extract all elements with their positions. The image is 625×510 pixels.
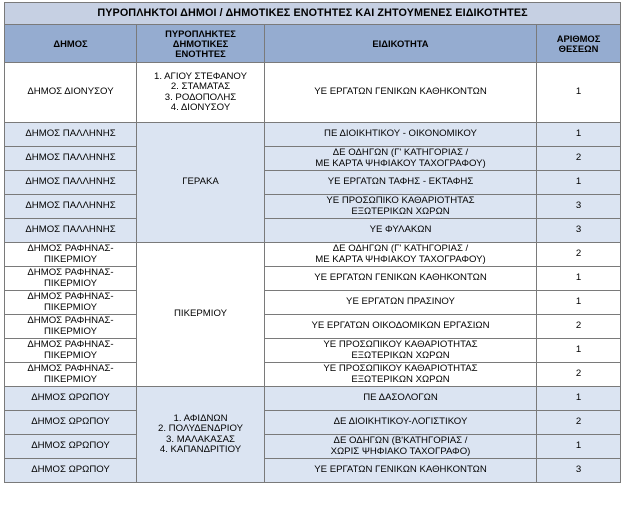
cell-theseis: 2 bbox=[537, 315, 621, 339]
header-theseis: ΑΡΙΘΜΟΣ ΘΕΣΕΩΝ bbox=[537, 25, 621, 63]
positions-table-container bbox=[4, 2, 620, 483]
table-row bbox=[5, 339, 621, 363]
cell-dimos: ΔΗΜΟΣ ΠΑΛΛΗΝΗΣ bbox=[5, 219, 137, 243]
table-row bbox=[5, 219, 621, 243]
cell-theseis: 3 bbox=[537, 459, 621, 483]
cell-theseis: 1 bbox=[537, 291, 621, 315]
cell-eidikotita: ΔΕ ΟΔΗΓΩΝ (Β'ΚΑΤΗΓΟΡΙΑΣ / ΧΩΡΙΣ ΨΗΦΙΑΚΟ ΤΑΧΟΓΡΑΦΟ) bbox=[265, 435, 537, 459]
cell-eidikotita: ΥΕ ΕΡΓΑΤΩΝ ΓΕΝΙΚΩΝ ΚΑΘΗΚΟΝΤΩΝ bbox=[265, 63, 537, 123]
cell-eidikotita: ΥΕ ΦΥΛΑΚΩΝ bbox=[265, 219, 537, 243]
cell-eidikotita: ΔΕ ΟΔΗΓΩΝ (Γ' ΚΑΤΗΓΟΡΙΑΣ / ΜΕ ΚΑΡΤΑ ΨΗΦΙΑΚΟΥ ΤΑΧΟΓΡΑΦΟΥ) bbox=[265, 243, 537, 267]
table-row bbox=[5, 411, 621, 435]
cell-eidikotita: ΥΕ ΕΡΓΑΤΩΝ ΤΑΦΗΣ - ΕΚΤΑΦΗΣ bbox=[265, 171, 537, 195]
cell-dimos: ΔΗΜΟΣ ΡΑΦΗΝΑΣ- ΠΙΚΕΡΜΙΟΥ bbox=[5, 267, 137, 291]
cell-eidikotita: ΥΕ ΠΡΟΣΩΠΙΚΟΥ ΚΑΘΑΡΙΟΤΗΤΑΣ ΕΞΩΤΕΡΙΚΩΝ ΧΩΡΩΝ bbox=[265, 363, 537, 387]
cell-dimos: ΔΗΜΟΣ ΡΑΦΗΝΑΣ- ΠΙΚΕΡΜΙΟΥ bbox=[5, 243, 137, 267]
cell-theseis: 1 bbox=[537, 267, 621, 291]
table-row bbox=[5, 363, 621, 387]
cell-theseis: 2 bbox=[537, 363, 621, 387]
table-row bbox=[5, 63, 621, 123]
table-body bbox=[5, 63, 621, 483]
cell-eidikotita: ΠΕ ΔΙΟΙΚΗΤΙΚΟΥ - ΟΙΚΟΝΟΜΙΚΟΥ bbox=[265, 123, 537, 147]
positions-table bbox=[4, 2, 621, 483]
cell-enotites: ΓΕΡΑΚΑ bbox=[137, 123, 265, 243]
cell-enotites: 1. ΑΦΙΔΝΩΝ 2. ΠΟΛΥΔΕΝΔΡΙΟΥ 3. ΜΑΛΑΚΑΣΑΣ 4. ΚΑΠΑΝΔΡΙΤΙΟΥ bbox=[137, 387, 265, 483]
cell-eidikotita: ΥΕ ΠΡΟΣΩΠΙΚΟΥ ΚΑΘΑΡΙΟΤΗΤΑΣ ΕΞΩΤΕΡΙΚΩΝ ΧΩΡΩΝ bbox=[265, 339, 537, 363]
cell-theseis: 1 bbox=[537, 339, 621, 363]
table-row bbox=[5, 459, 621, 483]
table-row bbox=[5, 123, 621, 147]
cell-dimos: ΔΗΜΟΣ ΩΡΩΠΟΥ bbox=[5, 411, 137, 435]
cell-eidikotita: ΠΕ ΔΑΣΟΛΟΓΩΝ bbox=[265, 387, 537, 411]
cell-theseis: 1 bbox=[537, 435, 621, 459]
cell-dimos: ΔΗΜΟΣ ΡΑΦΗΝΑΣ- ΠΙΚΕΡΜΙΟΥ bbox=[5, 363, 137, 387]
cell-dimos: ΔΗΜΟΣ ΠΑΛΛΗΝΗΣ bbox=[5, 195, 137, 219]
cell-dimos: ΔΗΜΟΣ ΡΑΦΗΝΑΣ- ΠΙΚΕΡΜΙΟΥ bbox=[5, 339, 137, 363]
cell-theseis: 1 bbox=[537, 387, 621, 411]
table-row bbox=[5, 435, 621, 459]
table-row bbox=[5, 195, 621, 219]
header-eidikotita: ΕΙΔΙΚΟΤΗΤΑ bbox=[265, 25, 537, 63]
cell-enotites: 1. ΑΓΙΟΥ ΣΤΕΦΑΝΟΥ 2. ΣΤΑΜΑΤΑΣ 3. ΡΟΔΟΠΟΛΗΣ 4. ΔΙΟΝΥΣΟΥ bbox=[137, 63, 265, 123]
table-row bbox=[5, 147, 621, 171]
cell-dimos: ΔΗΜΟΣ ΡΑΦΗΝΑΣ- ΠΙΚΕΡΜΙΟΥ bbox=[5, 315, 137, 339]
cell-dimos: ΔΗΜΟΣ ΔΙΟΝΥΣΟΥ bbox=[5, 63, 137, 123]
table-row bbox=[5, 291, 621, 315]
table-row bbox=[5, 243, 621, 267]
cell-theseis: 2 bbox=[537, 243, 621, 267]
header-enotites: ΠΥΡΟΠΛΗΚΤΕΣ ΔΗΜΟΤΙΚΕΣ ΕΝΟΤΗΤΕΣ bbox=[137, 25, 265, 63]
cell-theseis: 1 bbox=[537, 123, 621, 147]
cell-eidikotita: ΥΕ ΠΡΟΣΩΠΙΚΟ ΚΑΘΑΡΙΟΤΗΤΑΣ ΕΞΩΤΕΡΙΚΩΝ ΧΩΡΩΝ bbox=[265, 195, 537, 219]
header-dimos: ΔΗΜΟΣ bbox=[5, 25, 137, 63]
cell-eidikotita: ΔΕ ΟΔΗΓΩΝ (Γ' ΚΑΤΗΓΟΡΙΑΣ / ΜΕ ΚΑΡΤΑ ΨΗΦΙΑΚΟΥ ΤΑΧΟΓΡΑΦΟΥ) bbox=[265, 147, 537, 171]
cell-dimos: ΔΗΜΟΣ ΠΑΛΛΗΝΗΣ bbox=[5, 123, 137, 147]
cell-theseis: 3 bbox=[537, 195, 621, 219]
cell-dimos: ΔΗΜΟΣ ΠΑΛΛΗΝΗΣ bbox=[5, 171, 137, 195]
cell-dimos: ΔΗΜΟΣ ΡΑΦΗΝΑΣ- ΠΙΚΕΡΜΙΟΥ bbox=[5, 291, 137, 315]
cell-eidikotita: ΥΕ ΕΡΓΑΤΩΝ ΓΕΝΙΚΩΝ ΚΑΘΗΚΟΝΤΩΝ bbox=[265, 459, 537, 483]
cell-theseis: 1 bbox=[537, 171, 621, 195]
cell-eidikotita: ΔΕ ΔΙΟΙΚΗΤΙΚΟΥ-ΛΟΓΙΣΤΙΚΟΥ bbox=[265, 411, 537, 435]
cell-dimos: ΔΗΜΟΣ ΩΡΩΠΟΥ bbox=[5, 387, 137, 411]
cell-dimos: ΔΗΜΟΣ ΠΑΛΛΗΝΗΣ bbox=[5, 147, 137, 171]
cell-theseis: 1 bbox=[537, 63, 621, 123]
cell-theseis: 2 bbox=[537, 411, 621, 435]
table-row bbox=[5, 171, 621, 195]
cell-theseis: 2 bbox=[537, 147, 621, 171]
cell-eidikotita: ΥΕ ΕΡΓΑΤΩΝ ΓΕΝΙΚΩΝ ΚΑΘΗΚΟΝΤΩΝ bbox=[265, 267, 537, 291]
table-row bbox=[5, 387, 621, 411]
cell-eidikotita: ΥΕ ΕΡΓΑΤΩΝ ΟΙΚΟΔΟΜΙΚΩΝ ΕΡΓΑΣΙΩΝ bbox=[265, 315, 537, 339]
cell-theseis: 3 bbox=[537, 219, 621, 243]
cell-dimos: ΔΗΜΟΣ ΩΡΩΠΟΥ bbox=[5, 435, 137, 459]
table-title: ΠΥΡΟΠΛΗΚΤΟΙ ΔΗΜΟΙ / ΔΗΜΟΤΙΚΕΣ ΕΝΟΤΗΤΕΣ ΚΑΙ ΖΗΤΟΥΜΕΝΕΣ ΕΙΔΙΚΟΤΗΤΕΣ bbox=[5, 3, 621, 25]
table-row bbox=[5, 315, 621, 339]
cell-dimos: ΔΗΜΟΣ ΩΡΩΠΟΥ bbox=[5, 459, 137, 483]
table-row bbox=[5, 267, 621, 291]
cell-enotites: ΠΙΚΕΡΜΙΟΥ bbox=[137, 243, 265, 387]
cell-eidikotita: ΥΕ ΕΡΓΑΤΩΝ ΠΡΑΣΙΝΟΥ bbox=[265, 291, 537, 315]
